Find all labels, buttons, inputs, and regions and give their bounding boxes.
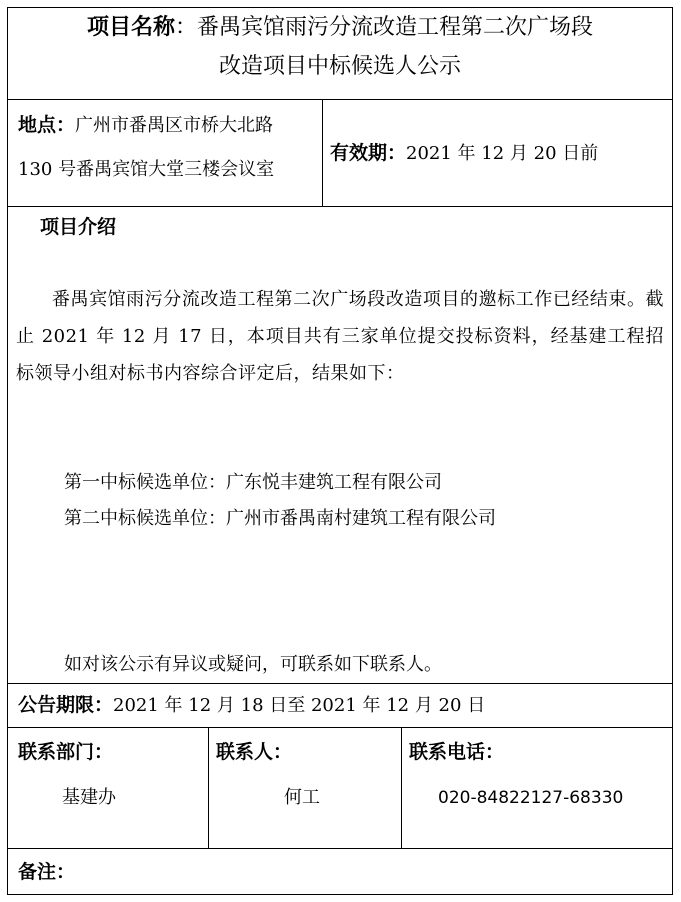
title-line-1: 项目名称：番禺宾馆雨污分流改造工程第二次广场段 xyxy=(86,14,594,40)
dept-label: 联系部门： xyxy=(18,741,114,763)
location-line-1 xyxy=(18,110,273,141)
candidate-second: 第二中标候选单位：广州市番禺南村建筑工程有限公司 xyxy=(64,508,496,529)
dept-value: 基建办 xyxy=(62,787,116,808)
location-value-1: 广州市番禺区市桥大北路 xyxy=(75,115,274,136)
location-label: 地点： xyxy=(18,114,76,136)
intro-heading: 项目介绍 xyxy=(40,216,117,238)
period-value: 2021 年 12 月 18 日至 2021 年 12 月 20 日 xyxy=(113,695,486,716)
title-label: 项目名称 xyxy=(86,14,175,40)
candidate-first: 第一中标候选单位：广东悦丰建筑工程有限公司 xyxy=(64,472,442,493)
phone-label: 联系电话： xyxy=(409,741,505,763)
contact-note: 如对该公示有异议或疑问，可联系如下联系人。 xyxy=(64,654,442,675)
divider-intro xyxy=(7,683,673,684)
phone-value: 020-84822127-68330 xyxy=(438,788,624,808)
location-value-2: 130 号番禺宾馆大堂三楼会议室 xyxy=(18,159,275,180)
divider-location-validity xyxy=(322,99,323,206)
validity-label: 有效期： xyxy=(330,142,407,164)
divider-title xyxy=(7,99,673,100)
person-value: 何工 xyxy=(284,787,320,808)
divider-contacts xyxy=(7,848,673,849)
divider-person-phone xyxy=(401,727,402,848)
project-name-part1: 番禺宾馆雨污分流改造工程第二次广场段 xyxy=(197,15,594,40)
period xyxy=(18,690,485,721)
notice-title xyxy=(7,8,673,86)
intro-paragraph: 番禺宾馆雨污分流改造工程第二次广场段改造项目的邀标工作已经结束。截止 2021 年 12 月 17 日，本项目共有三家单位提交投标资料，经基建工程招标领导小组对标书内容综合评定后，结果如下： xyxy=(16,289,664,384)
divider-location xyxy=(7,206,673,207)
period-label: 公告期限： xyxy=(18,694,114,716)
title-line-2: 改造项目中标候选人公示 xyxy=(218,54,461,79)
remarks-label: 备注： xyxy=(18,861,76,883)
validity xyxy=(330,138,598,169)
divider-period xyxy=(7,727,673,728)
validity-value: 2021 年 12 月 20 日前 xyxy=(406,143,599,164)
divider-dept-person xyxy=(208,727,209,848)
person-label: 联系人： xyxy=(216,741,293,763)
